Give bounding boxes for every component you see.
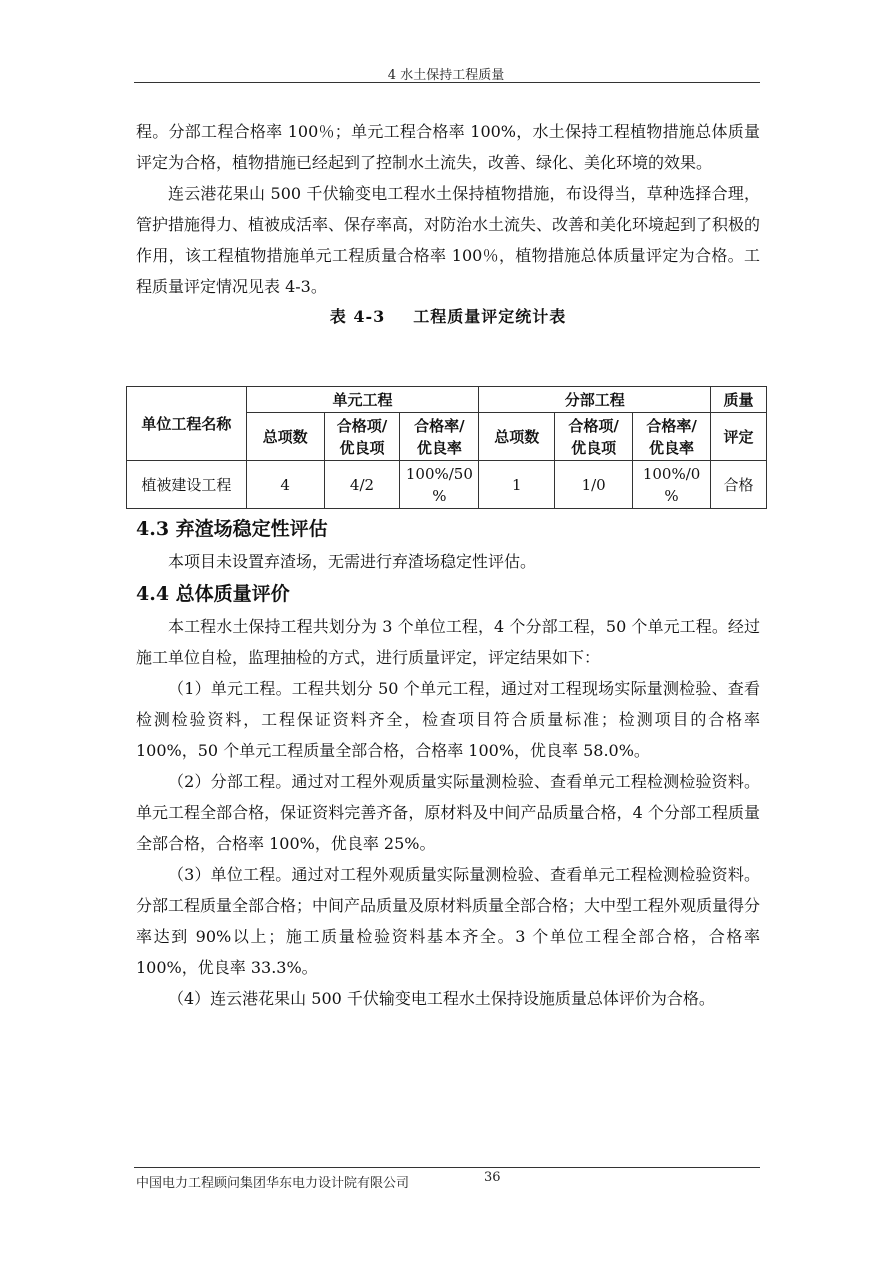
th-sub-group: 分部工程 [479, 387, 711, 413]
paragraph-item-2: （2）分部工程。通过对工程外观质量实际量测检验、查看单元工程检测检验资料。单元工程全部合格，保证资料完善齐备，原材料及中间产品质量合格，4 个分部工程质量全部合格，合格率 100%，优良率 25%。 [136, 772, 760, 853]
body-bottom [136, 512, 760, 1014]
table-row [127, 461, 767, 509]
cell-unit-pass: 4/2 [324, 461, 400, 509]
th-unit-group: 单元工程 [246, 387, 479, 413]
running-header: 4 水土保持工程质量 [387, 68, 505, 83]
quality-table [126, 386, 767, 509]
paragraph-spoil-site: 本项目未设置弃渣场，无需进行弃渣场稳定性评估。 [168, 552, 537, 571]
page-number: 36 [484, 1170, 501, 1185]
th-unit-rate: 合格率/ 优良率 [400, 413, 479, 461]
paragraph-continuation: 程。分部工程合格率 100％；单元工程合格率 100%，水土保持工程植物措施总体质量评定为合格，植物措施已经起到了控制水土流失，改善、绿化、美化环境的效果。 [136, 122, 760, 172]
section-heading-4-3: 4.3 弃渣场稳定性评估 [136, 518, 328, 540]
th-unit-total: 总项数 [246, 413, 324, 461]
paragraph-overall: 本工程水土保持工程共划分为 3 个单位工程，4 个分部工程，50 个单元工程。经过施工单位自检，监理抽检的方式，进行质量评定，评定结果如下： [136, 617, 760, 667]
th-sub-total: 总项数 [479, 413, 555, 461]
header-rule [134, 82, 760, 83]
paragraph-plant-measures: 连云港花果山 500 千伏输变电工程水土保持植物措施，布设得当，草种选择合理，管护措施得力、植被成活率、保存率高，对防治水土流失、改善和美化环境起到了积极的作用，该工程植物措施单元工程质量合格率 100％，植物措施总体质量评定为合格。工程质量评定情况见表 4-3。 [136, 184, 761, 296]
th-sub-pass: 合格项/ 优良项 [555, 413, 633, 461]
footer-organization: 中国电力工程顾问集团华东电力设计院有限公司 [136, 1176, 410, 1191]
th-unit-pass: 合格项/ 优良项 [324, 413, 400, 461]
th-quality-bottom: 评定 [711, 413, 767, 461]
cell-quality: 合格 [711, 461, 767, 509]
paragraph-item-4: （4）连云港花果山 500 千伏输变电工程水土保持设施质量总体评价为合格。 [168, 989, 715, 1008]
cell-name: 植被建设工程 [127, 461, 247, 509]
th-quality-top: 质量 [711, 387, 767, 413]
footer-rule [134, 1167, 760, 1168]
body-top [136, 116, 760, 339]
table-caption-text: 工程质量评定统计表 [413, 307, 567, 326]
th-unit-project-name: 单位工程名称 [127, 387, 247, 461]
cell-sub-total: 1 [479, 461, 555, 509]
paragraph-item-3: （3）单位工程。通过对工程外观质量实际量测检验、查看单元工程检测检验资料。分部工程质量全部合格；中间产品质量及原材料质量全部合格；大中型工程外观质量得分率达到 90%以上；施工质量检验资料基本齐全。3 个单位工程全部合格，合格率 100%，优良率 33.3%。 [136, 865, 761, 977]
cell-sub-rate: 100%/0 % [633, 461, 711, 509]
section-heading-4-4: 4.4 总体质量评价 [136, 583, 290, 605]
cell-unit-total: 4 [246, 461, 324, 509]
paragraph-item-1: （1）单元工程。工程共划分 50 个单元工程，通过对工程现场实际量测检验、查看检测检验资料，工程保证资料齐全，检查项目符合质量标准；检测项目的合格率 100%，50 个单元工程质量全部合格，合格率 100%，优良率 58.0%。 [136, 679, 760, 760]
table-caption [136, 304, 760, 327]
table-caption-number: 表 4-3 [329, 307, 386, 326]
th-sub-rate: 合格率/ 优良率 [633, 413, 711, 461]
cell-sub-pass: 1/0 [555, 461, 633, 509]
cell-unit-rate: 100%/50 % [400, 461, 479, 509]
